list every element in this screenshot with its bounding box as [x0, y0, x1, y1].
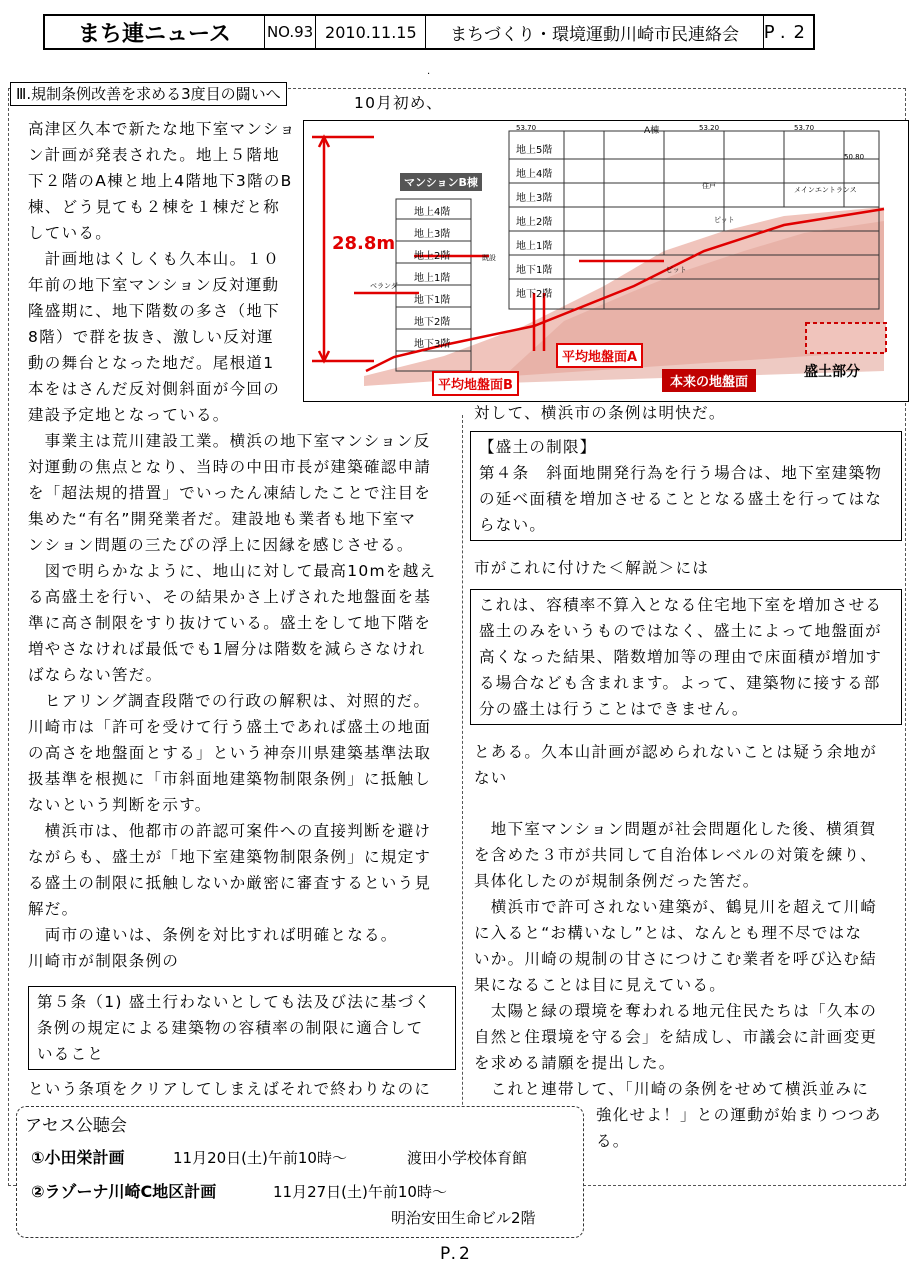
text-line: ない	[474, 769, 508, 787]
commentary-box	[470, 589, 902, 725]
text-line: 横浜市で許可されない建築が、鶴見川を超えて川崎	[474, 898, 878, 916]
text-line: ないという判断を示す。	[28, 796, 212, 814]
text-line: 計画地はくしくも久本山。１０	[28, 250, 281, 268]
a-floor: 地上3階	[516, 193, 553, 204]
dimension-label: 53.70	[516, 124, 537, 132]
text-line: している。	[28, 224, 113, 242]
text-line: 盛土のみをいうものではなく、盛土によって地盤面が	[479, 622, 882, 640]
cross-section-figure	[303, 120, 909, 402]
text-line: る。	[596, 1132, 630, 1150]
text-line: 地下室マンション問題が社会問題化した後、横須賀	[474, 820, 877, 838]
newsletter-header	[43, 14, 815, 50]
text-line: 自然と住環境を守る会」を結成し、市議会に計画変更	[474, 1028, 878, 1046]
notice-item1-when: 11月20日(土)午前10時～	[173, 1149, 347, 1167]
kawasaki-article5-box	[28, 986, 456, 1070]
b-floor: 地下3階	[414, 339, 451, 350]
text-line: 建設予定地となっている。	[28, 406, 230, 424]
text-line: 両市の違いは、条例を対比すれば明確となる。	[28, 926, 398, 944]
building-b-label: マンションB棟	[400, 173, 482, 191]
text-line: 対して、横浜市の条例は明快だ。	[474, 404, 726, 422]
a-floor: 地上1階	[516, 241, 553, 252]
text-line: に入ると“お構いなし”とは、なんとも理不尽ではな	[474, 924, 863, 942]
text-line: 具体化したのが規制条例だった筈だ。	[474, 872, 760, 890]
b-floor: 地上3階	[414, 229, 451, 240]
text-line: る盛土の制限に抵触しないか厳密に審査するという見	[28, 874, 432, 892]
text-line: 高津区久本で新たな地下室マンショ	[28, 120, 297, 138]
b-floor: 地下2階	[414, 317, 451, 328]
text-line: 果になることは目に見えている。	[474, 976, 727, 994]
right-tail	[596, 1102, 906, 1154]
text-line: 対運動の焦点となり、当時の中田市長が建築確認申請	[28, 458, 432, 476]
text-line: いか。川崎の規制の甘さにつけこむ業者を呼び込む結	[474, 950, 877, 968]
text-line: 8階）で群を抜き、激しい反対運	[28, 328, 274, 346]
text-line: 本をはさんだ反対側斜面が今回の	[28, 380, 281, 398]
text-line: 下２階のA棟と地上4階地下3階のB	[28, 172, 293, 190]
text-line: 川崎市が制限条例の	[28, 952, 180, 970]
notice-title: アセス公聴会	[25, 1116, 127, 1136]
organization-name: まちづくり・環境運動川崎市民連絡会	[426, 16, 763, 48]
text-line: いること	[37, 1045, 105, 1063]
text-line: らない。	[479, 516, 547, 534]
notice-item1-name: ①小田栄計画	[31, 1148, 125, 1167]
small-label: 住戸	[702, 182, 716, 190]
public-hearing-notice	[16, 1106, 584, 1238]
newsletter-brand: まち連ニュース	[45, 16, 265, 48]
small-label: 既設	[482, 254, 496, 262]
text-line: を含めた３市が共同して自治体レベルの対策を練り、	[474, 846, 878, 864]
text-line: 【盛土の制限】	[479, 438, 597, 456]
text-line: る場合なども含まれます。よって、建築物に接する部	[479, 674, 881, 692]
b-floor: 地上2階	[414, 251, 451, 262]
issue-date: 2010.11.15	[316, 16, 426, 48]
text-line: 集めた“有名”開発業者だ。建設地も業者も地下室マ	[28, 510, 417, 528]
text-line: 事業主は荒川建設工業。横浜の地下室マンション反	[28, 432, 431, 450]
text-line: これと連帯して、「川崎の条例をせめて横浜並みに	[474, 1080, 870, 1098]
text-line: 隆盛期に、地下階数の多さ（地下	[28, 302, 281, 320]
text-line: 分の盛土は行うことはできません。	[479, 700, 749, 718]
text-line: 市がこれに付けた＜解説＞には	[474, 559, 710, 577]
text-line: 第４条 斜面地開発行為を行う場合は、地下室建築物	[479, 464, 883, 482]
text-line: 強化せよ！」との運動が始まりつつあ	[596, 1106, 882, 1124]
text-line: という条項をクリアしてしまえばそれで終わりなのに	[28, 1080, 432, 1098]
notice-item2-where: 明治安田生命ビル2階	[391, 1209, 536, 1227]
left-narrow-paragraphs	[28, 116, 303, 428]
avg-ground-b-label: 平均地盤面B	[432, 371, 519, 396]
header-page-number: P.2	[763, 21, 813, 43]
text-line: 条例の規定による建築物の容積率の制限に適合して	[37, 1019, 424, 1037]
notice-item2-when: 11月27日(土)午前10時～	[273, 1183, 447, 1201]
a-floor: 地下2階	[516, 289, 553, 300]
notice-item2-name: ②ラゾーナ川崎C地区計画	[31, 1182, 217, 1201]
text-line: これは、容積率不算入となる住宅地下室を増加させる	[479, 596, 883, 614]
text-line: の延べ面積を増加させることとなる盛土を行ってはな	[479, 490, 883, 508]
notice-item1-where: 渡田小学校体育館	[407, 1149, 528, 1167]
text-line: る高盛土を行い、その結果かさ上げされた地盤面を基	[28, 588, 432, 606]
text-line: 年前の地下室マンション反対運動	[28, 276, 280, 294]
small-label: ベランダ	[370, 282, 398, 290]
small-label: ピット	[714, 216, 735, 224]
text-line: 棟、どう見ても２棟を１棟だと称	[28, 198, 281, 216]
text-line: ばならない筈だ。	[28, 666, 163, 684]
height-label: 28.8m	[332, 233, 396, 254]
section-title: Ⅲ.規制条例改善を求める3度目の闘いへ	[10, 82, 287, 106]
text-line: 第５条（1) 盛土行わないとしても法及び法に基づく	[37, 993, 432, 1011]
a-floor: 地上4階	[516, 169, 553, 180]
small-label: ピット	[666, 266, 687, 274]
text-line: 高くなった結果、階数増加等の理由で床面積が増加す	[479, 648, 883, 666]
left-wide-paragraphs	[28, 428, 460, 974]
text-line: の高さを地盤面とする」という神奈川県建築基準法取	[28, 744, 432, 762]
text-line: ながらも、盛土が「地下室建築物制限条例」に規定す	[28, 848, 432, 866]
text-line: 扱基準を根拠に「市斜面地建築物制限条例」に抵触し	[28, 770, 432, 788]
dimension-label: 50.80	[844, 153, 865, 161]
text-line: 増やさなければ最低でも1層分は階数を減らさなけれ	[28, 640, 426, 658]
b-floor: 地上1階	[414, 273, 451, 284]
text-line: とある。久本山計画が認められないことは疑う余地が	[474, 743, 878, 761]
text-line: 解だ。	[28, 900, 79, 918]
text-line: を求める請願を提出した。	[474, 1054, 676, 1072]
a-floor: 地上5階	[516, 145, 553, 156]
text-line: 横浜市は、他都市の許認可案件への直接判断を避け	[28, 822, 432, 840]
b-floor: 地下1階	[414, 295, 451, 306]
right-after-box	[474, 739, 904, 791]
stray-dot: .	[427, 66, 431, 77]
small-label: メインエントランス	[794, 186, 857, 194]
a-floor: 地上2階	[516, 217, 553, 228]
building-a-label: A棟	[644, 126, 660, 136]
top-right-line: 10月初め、	[354, 94, 443, 112]
text-line: を「超法規的措置」でいったん凍結したことで注目を	[28, 484, 432, 502]
text-line: 動の舞台となった地だ。尾根道1	[28, 354, 275, 372]
dimension-label: 53.70	[794, 124, 815, 132]
fill-legend-label: 盛土部分	[804, 364, 860, 380]
dimension-label: 53.20	[699, 124, 720, 132]
text-line: 準に高さ制限をすり抜けている。盛土をして地下階を	[28, 614, 432, 632]
column-divider	[462, 415, 463, 1185]
text-line: ン計画が発表された。地上５階地	[28, 146, 281, 164]
text-line: ンション問題の三たびの浮上に因縁を感じさせる。	[28, 536, 414, 554]
text-line: 図で明らかなように、地山に対して最高10mを越え	[28, 562, 437, 580]
b-floor: 地上4階	[414, 207, 451, 218]
text-line: ヒアリング調査段階での行政の解釈は、対照的だ。	[28, 692, 431, 710]
a-floor: 地下1階	[516, 265, 553, 276]
fill-legend-swatch	[806, 323, 886, 353]
issue-number: NO.93	[265, 16, 317, 48]
text-line: 川崎市は「許可を受けて行う盛土であれば盛土の地面	[28, 718, 432, 736]
yokohama-article4-box	[470, 431, 902, 541]
text-line: 太陽と緑の環境を奪われる地元住民たちは「久本の	[474, 1002, 878, 1020]
footer-page-number: P.2	[440, 1244, 473, 1264]
original-ground-label: 本来の地盤面	[662, 369, 756, 392]
avg-ground-a-label: 平均地盤面A	[556, 343, 643, 368]
right-paragraphs	[474, 816, 904, 1102]
